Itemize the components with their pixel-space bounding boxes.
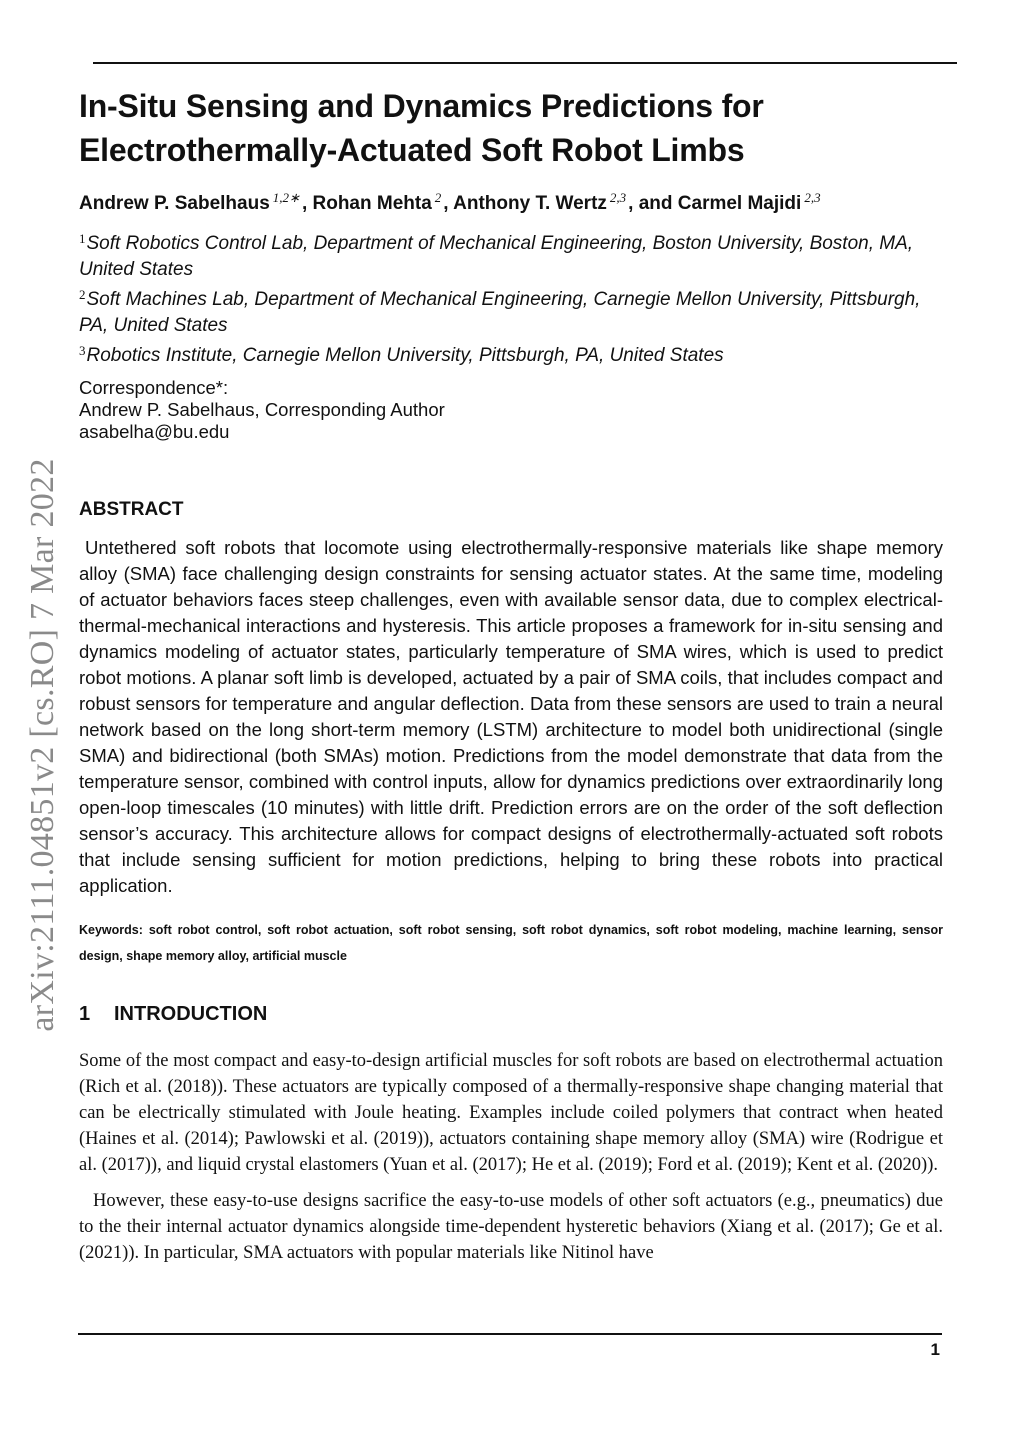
affiliation-number: 3 xyxy=(79,343,86,358)
author-affiliation-mark: 2,3 xyxy=(609,190,627,205)
intro-paragraph-2: However, these easy-to-use designs sacrifice the easy-to-use models of other soft actuators (e.g., pneumatics) due to the their internal actuator dynamics alongside time-dependent hysteretic behaviors (Xiang et al. (2017); Ge et al. (2021)). In particular, SMA actuators with popular materials like Nitinol have xyxy=(79,1191,943,1263)
keywords xyxy=(79,917,943,969)
author-separator: , and xyxy=(628,193,678,214)
author-name: Andrew P. Sabelhaus xyxy=(79,193,270,214)
keywords-label: Keywords: xyxy=(79,923,143,937)
author-name: Carmel Majidi xyxy=(677,193,802,214)
affiliation-item xyxy=(79,338,943,369)
arxiv-identifier: arXiv:2111.04851v2 [cs.RO] 7 Mar 2022 xyxy=(24,458,61,1032)
title-line-2: Electrothermally-Actuated Soft Robot Limbs xyxy=(79,132,745,168)
author-name: Anthony T. Wertz xyxy=(453,193,607,214)
author-affiliation-mark: 1,2∗ xyxy=(272,190,300,205)
page-number: 1 xyxy=(930,1340,940,1359)
abstract-heading: ABSTRACT xyxy=(79,498,184,520)
author-affiliation-mark: 2,3 xyxy=(804,190,821,205)
author-separator: , xyxy=(443,193,454,214)
author-separator: , xyxy=(301,193,313,214)
correspondence-email[interactable]: asabelha@bu.edu xyxy=(79,420,230,442)
author-affiliation-mark: 2 xyxy=(434,190,442,205)
affiliation-number: 2 xyxy=(79,287,86,302)
affiliation-text: Soft Machines Lab, Department of Mechanical Engineering, Carnegie Mellon University, Pittsburgh, PA, United States xyxy=(79,289,921,336)
title-line-1: In-Situ Sensing and Dynamics Predictions for xyxy=(79,88,764,124)
correspondence-name: Andrew P. Sabelhaus, Corresponding Author xyxy=(79,398,445,420)
paper-title xyxy=(79,84,943,172)
author-list xyxy=(79,182,943,220)
keywords-text: soft robot control, soft robot actuation, soft robot sensing, soft robot dynamics, soft robot modeling, machine learning, sensor design, shape memory alloy, artificial muscle xyxy=(79,923,943,963)
author-name: Rohan Mehta xyxy=(312,193,432,214)
affiliation-list xyxy=(79,226,943,369)
paper-page xyxy=(79,84,943,1266)
affiliation-text: Soft Robotics Control Lab, Department of Mechanical Engineering, Boston University, Boston, MA, United States xyxy=(79,233,914,280)
section-heading xyxy=(79,1003,943,1026)
correspondence-block xyxy=(79,377,943,443)
abstract-text: Untethered soft robots that locomote using electrothermally-responsive materials like shape memory alloy (SMA) face challenging design constraints for sensing actuator states. At the same time, modeling of actuator behaviors faces steep challenges, even with available sensor data, due to complex electrical-thermal-mechanical interactions and hysteresis. This article proposes a framework for in-situ sensing and dynamics modeling of actuator states, particularly temperature of SMA wires, which is used to predict robot motions. A planar soft limb is developed, actuated by a pair of SMA coils, that includes compact and robust sensors for temperature and angular deflection. Data from these sensors are used to train a neural network based on the long short-term memory (LSTM) architecture to model both unidirectional (single SMA) and bidirectional (both SMAs) motion. Predictions from the model demonstrate that data from the temperature sensor, combined with control inputs, allow for dynamics predictions over extraordinarily long open-loop timescales (10 minutes) with little drift. Prediction errors are on the order of the soft deflection sensor’s accuracy. This architecture allows for compact designs of electrothermally-actuated soft robots that include sensing sufficient for motion predictions, helping to bring these robots into practical application. xyxy=(79,536,943,896)
affiliation-item xyxy=(79,226,943,282)
affiliation-item xyxy=(79,282,943,338)
footer-rule xyxy=(78,1333,942,1335)
correspondence-label: Correspondence*: xyxy=(79,376,229,398)
section-title: INTRODUCTION xyxy=(114,1003,268,1025)
section-number: 1 xyxy=(79,1003,91,1025)
intro-paragraph-1: Some of the most compact and easy-to-design artificial muscles for soft robots are based on electrothermal actuation (Rich et al. (2018)). These actuators are typically composed of a thermally-responsive shape changing material that can be electrically stimulated with Joule heating. Examples include coiled polymers that contract when heated (Haines et al. (2014); Pawlowski et al. (2019)), actuators containing shape memory alloy (SMA) wire (Rodrigue et al. (2017)), and liquid crystal elastomers (Yuan et al. (2017); He et al. (2019); Ford et al. (2019); Kent et al. (2020)). xyxy=(79,1051,943,1175)
affiliation-number: 1 xyxy=(79,231,86,246)
affiliation-text: Robotics Institute, Carnegie Mellon University, Pittsburgh, PA, United States xyxy=(86,345,724,366)
header-rule xyxy=(93,62,957,64)
